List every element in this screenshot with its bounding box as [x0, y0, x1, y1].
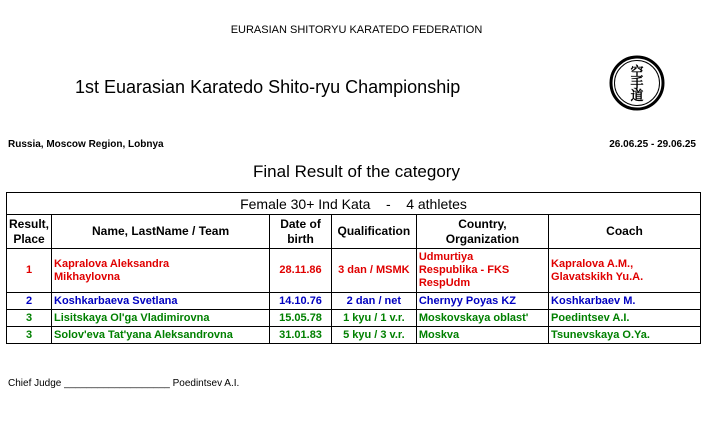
- place-cell: 2: [7, 293, 52, 310]
- col-place-line2: Place: [13, 231, 45, 246]
- logo-char-1: 空: [630, 65, 644, 80]
- col-name-header: Name, LastName / Team: [52, 215, 270, 249]
- country-cell: [416, 249, 548, 293]
- dob-cell: 15.05.78: [270, 310, 332, 327]
- athlete-name-line: Koshkarbaeva Svetlana: [54, 294, 178, 307]
- table-row: [7, 327, 701, 344]
- dob-cell: 31.01.83: [270, 327, 332, 344]
- col-qualification-header: Qualification: [331, 215, 416, 249]
- col-dob-header: [270, 215, 332, 249]
- coach-line: Glavatskikh Yu.A.: [551, 270, 644, 283]
- dob-cell: 14.10.76: [270, 293, 332, 310]
- athlete-name-cell: [52, 310, 270, 327]
- col-coach-header: Coach: [549, 215, 701, 249]
- coach-line: Tsunevskaya O.Ya.: [551, 328, 650, 341]
- country-line: Udmurtiya: [418, 251, 474, 263]
- athlete-name-line: Mikhaylovna: [54, 270, 121, 283]
- country-line: Moskva: [418, 328, 460, 341]
- coach-cell: [549, 310, 701, 327]
- place-cell: 3: [7, 310, 52, 327]
- coach-cell: [549, 327, 701, 344]
- athlete-name-line: Solov'eva Tat'yana Aleksandrovna: [54, 328, 233, 341]
- event-dates: 26.06.25 - 29.06.25: [609, 139, 696, 150]
- col-place-header: [7, 215, 52, 249]
- country-cell: [416, 327, 548, 344]
- col-dob-line2: birth: [287, 231, 314, 246]
- place-cell: 1: [7, 249, 52, 293]
- col-country-line1: Country,: [458, 216, 507, 231]
- category-row: [7, 193, 701, 215]
- country-line: Respublika - FKS: [418, 264, 510, 276]
- results-table: [6, 192, 701, 344]
- country-line: Chernyy Poyas KZ: [418, 294, 517, 307]
- logo-char-2: 手: [630, 77, 644, 92]
- final-result-title: Final Result of the category: [253, 162, 460, 181]
- qualification-cell: 3 dan / MSMK: [331, 249, 416, 293]
- athlete-name-line: Kapralova Aleksandra: [54, 257, 170, 270]
- qualification-cell: 5 kyu / 3 v.r.: [331, 327, 416, 344]
- country-cell: [416, 293, 548, 310]
- athlete-name-cell: [52, 249, 270, 293]
- event-location: Russia, Moscow Region, Lobnya: [8, 139, 164, 150]
- table-row: [7, 293, 701, 310]
- col-country-header: [416, 215, 548, 249]
- coach-line: Kapralova A.M.,: [551, 257, 634, 270]
- coach-line: Poedintsev A.I.: [551, 311, 630, 324]
- athlete-name-cell: [52, 293, 270, 310]
- championship-title: 1st Euarasian Karatedo Shito-ryu Championship: [75, 77, 461, 97]
- karatedo-logo: [609, 55, 665, 111]
- chief-judge: Chief Judge ___________________ Poedintsev A.I.: [8, 378, 240, 389]
- coach-cell: [549, 293, 701, 310]
- header-row: [7, 215, 701, 249]
- place-cell: 3: [7, 327, 52, 344]
- dob-cell: 28.11.86: [270, 249, 332, 293]
- country-line: RespUdm: [418, 277, 471, 289]
- country-line: Moskovskaya oblast': [418, 311, 529, 324]
- qualification-cell: 1 kyu / 1 v.r.: [331, 310, 416, 327]
- coach-cell: [549, 249, 701, 293]
- federation-name: EURASIAN SHITORYU KARATEDO FEDERATION: [230, 24, 483, 36]
- logo-char-3: 道: [630, 89, 644, 104]
- athlete-name-line: Lisitskaya Ol'ga Vladimirovna: [54, 311, 210, 324]
- coach-line: Koshkarbaev M.: [551, 294, 636, 307]
- col-country-line2: Organization: [445, 231, 520, 246]
- athlete-name-cell: [52, 327, 270, 344]
- table-row: [7, 310, 701, 327]
- col-dob-line1: Date of: [280, 216, 321, 231]
- country-cell: [416, 310, 548, 327]
- table-row: [7, 249, 701, 293]
- category-title: Female 30+ Ind Kata - 4 athletes: [7, 193, 701, 215]
- col-place-line1: Result,: [9, 216, 50, 231]
- qualification-cell: 2 dan / net: [331, 293, 416, 310]
